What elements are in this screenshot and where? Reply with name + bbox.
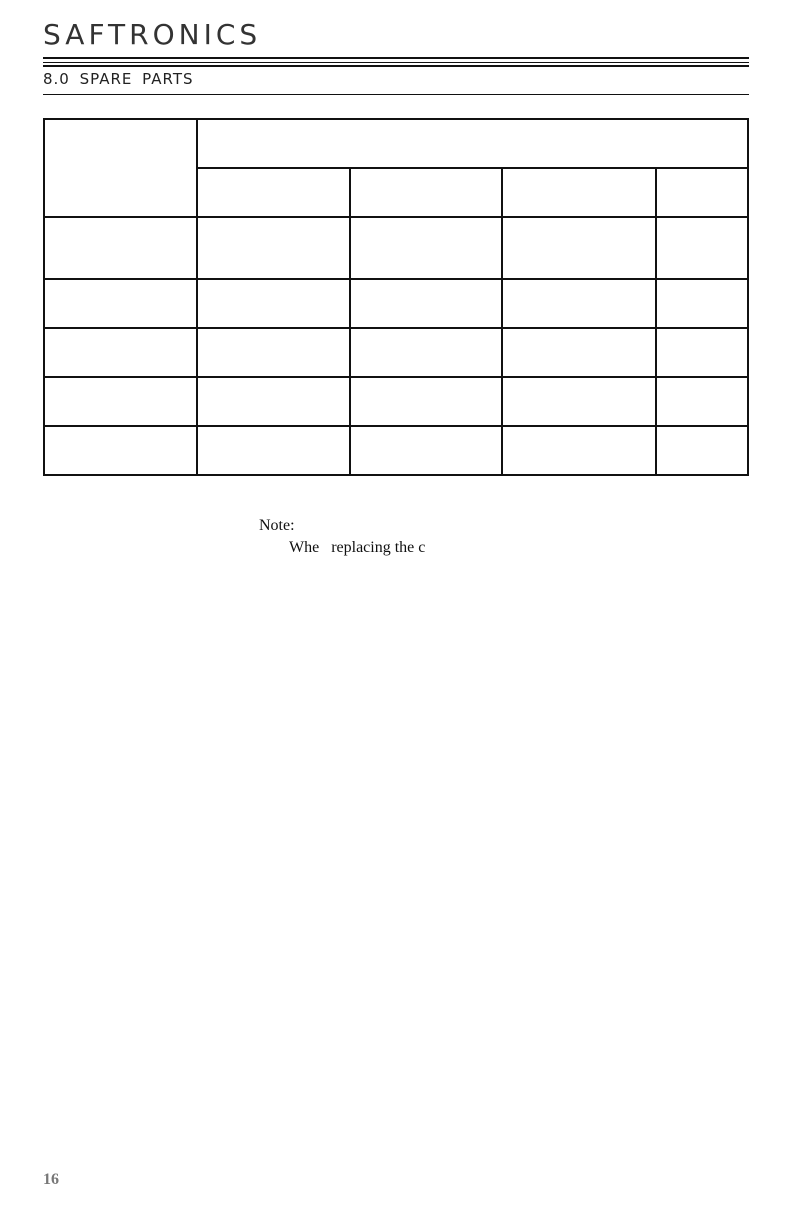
table-cell: [197, 217, 350, 279]
note-text: Whe replacing the c: [289, 539, 426, 556]
table-cell: [197, 377, 350, 426]
table-cell: [656, 279, 748, 328]
table-row: [44, 217, 748, 279]
section-rule: [43, 94, 749, 95]
table-cell: [656, 328, 748, 377]
table-row: [44, 328, 748, 377]
table-cell: [350, 426, 502, 475]
table-row: [44, 426, 748, 475]
table-row: [44, 377, 748, 426]
table-header-cell: [197, 168, 350, 217]
table-cell: [502, 217, 656, 279]
header-rule: [43, 57, 749, 59]
table-cell: [44, 217, 197, 279]
header-rule: [43, 65, 749, 67]
table-cell: [44, 279, 197, 328]
table-cell: [44, 328, 197, 377]
table-cell: [197, 426, 350, 475]
table-cell: [502, 328, 656, 377]
table-cell: [350, 377, 502, 426]
table-row: [44, 279, 748, 328]
table-cell: [502, 377, 656, 426]
table-header-row: [44, 119, 748, 168]
table-cell: [44, 426, 197, 475]
table-header-cell: [656, 168, 748, 217]
table-header-cell: [197, 119, 748, 168]
table-cell: [656, 217, 748, 279]
brand-name: SAFTRONICS: [43, 18, 262, 51]
note-label: Note:: [259, 517, 295, 534]
table-cell: [350, 328, 502, 377]
table-header-cell: [44, 119, 197, 217]
table-cell: [656, 377, 748, 426]
table-header-cell: [502, 168, 656, 217]
table-cell: [44, 377, 197, 426]
table-cell: [350, 279, 502, 328]
table-cell: [197, 279, 350, 328]
table-cell: [656, 426, 748, 475]
table-cell: [350, 217, 502, 279]
page-number: 16: [43, 1171, 59, 1188]
table-cell: [502, 279, 656, 328]
section-title: 8.0 SPARE PARTS: [43, 70, 194, 88]
table-cell: [197, 328, 350, 377]
table-cell: [502, 426, 656, 475]
table-header-cell: [350, 168, 502, 217]
header-rule: [43, 62, 749, 63]
spare-parts-table: [43, 118, 749, 476]
